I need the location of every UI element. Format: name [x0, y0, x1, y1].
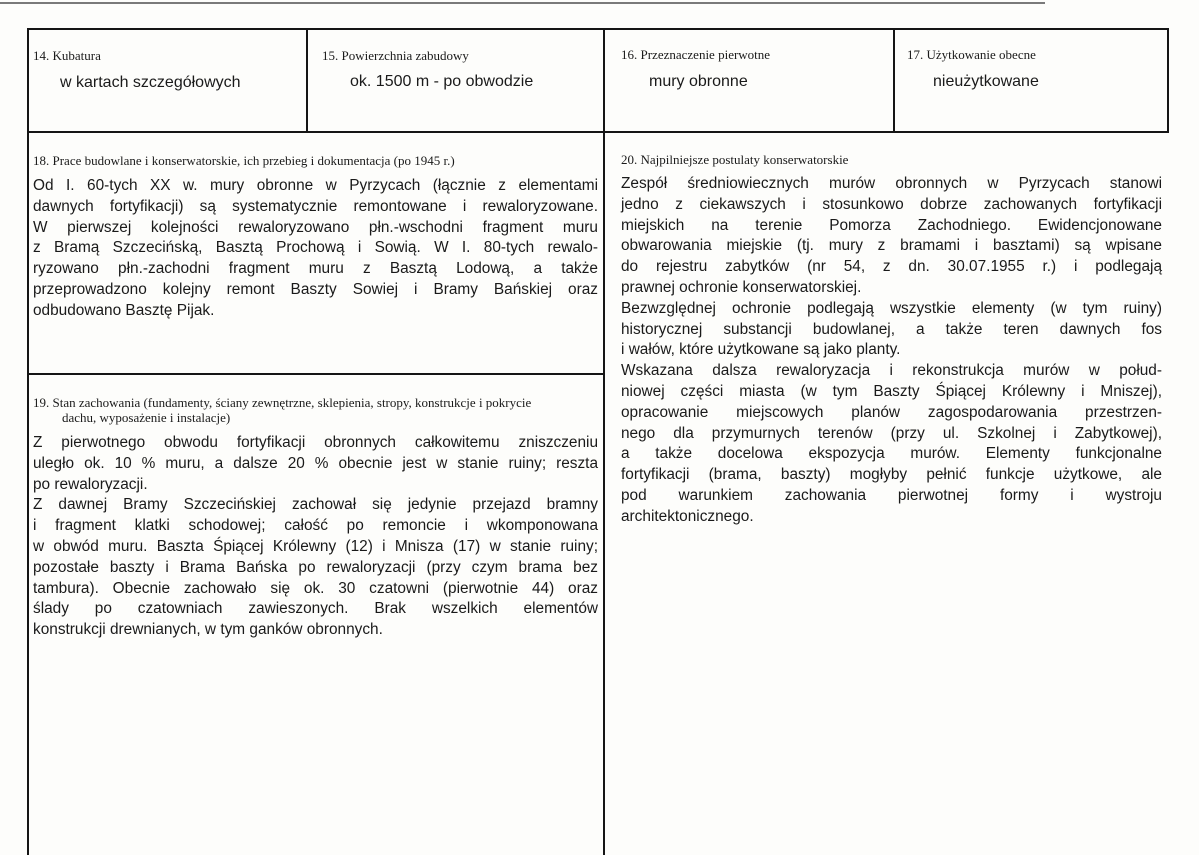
text-line: prawnej ochronie konserwatorskiej.	[621, 278, 862, 296]
grid-line-row1-bottom	[27, 131, 1169, 133]
field-17-value: nieużytkowane	[933, 73, 1039, 90]
text-line: do rejestru zabytków (nr 54, z dn. 30.07.1955 r.) i podlegają	[621, 258, 1162, 276]
text-line: architektonicznego.	[621, 507, 754, 525]
label-line: 19. Stan zachowania (fundamenty, ściany zewnętrzne, sklepienia, stropy, konstrukcje i pokrycie	[33, 395, 532, 410]
text-line: W pierwszej kolejności rewaloryzowano płn.-wschodni fragment muru	[33, 218, 598, 236]
grid-line-left	[27, 28, 29, 855]
text-line: po rewaloryzacji.	[33, 475, 148, 493]
text-line: odbudowano Basztę Pijak.	[33, 301, 215, 319]
grid-line-right	[1167, 28, 1169, 133]
text-line: konstrukcji drewnianych, w tym ganków obronnych.	[33, 621, 383, 639]
text-line: miejskich na terenie Pomorza Zachodniego. Ewidencjonowane	[621, 216, 1162, 234]
text-line: Zespół średniowiecznych murów obronnych w Pyrzycach stanowi	[621, 175, 1162, 192]
top-rule	[0, 2, 1045, 4]
label-line: dachu, wyposażenie i instalacje)	[62, 410, 231, 425]
text-line: fortyfikacji (brama, baszty) mogłyby pełnić funkcje użytkowe, ale	[621, 466, 1162, 484]
text-line: tambura). Obecnie zachowało się ok. 30 czatowni (pierwotnie 44) oraz	[33, 579, 598, 597]
text-line: pozostałe baszty i Brama Bańska po rewaloryzacji (przy czym brama bez	[33, 558, 598, 576]
text-line: Z pierwotnego obwodu fortyfikacji obronnych całkowitemu zniszczeniu	[33, 434, 598, 451]
text-line: niowej części miasta (w tym Baszty Śpiącej Królewny i Mniszej),	[621, 382, 1162, 400]
field-16-label: 16. Przeznaczenie pierwotne	[621, 47, 771, 62]
text-line: historycznej substancji budowlanej, a także teren dawnych fos	[621, 320, 1162, 338]
grid-line-section18-bottom	[27, 373, 604, 375]
text-line: nego dla przymurnych terenów (przy ul. Szkolnej i Zabytkowej),	[621, 424, 1162, 442]
text-line: ślady po czatowniach zawieszonych. Brak wszelkich elementów	[33, 600, 598, 618]
grid-line-col3	[893, 28, 895, 133]
text-line: opracowanie miejscowych planów zagospodarowania przestrzen-	[621, 403, 1162, 421]
text-line: dawnych fortyfikacji) są systematycznie remontowane i rewaloryzowane.	[33, 197, 598, 215]
text-line: w obwód muru. Baszta Śpiącej Królewny (12) i Mnisza (17) w stanie ruiny;	[33, 537, 598, 555]
text-line: uległo ok. 10 % muru, a dalsze 20 % obecnie jest w stanie ruiny; reszta	[33, 454, 598, 472]
text-line: Od I. 60-tych XX w. mury obronne w Pyrzycach (łącznie z elementami	[33, 177, 598, 194]
section-20-text	[621, 174, 1162, 528]
section-18-text	[33, 176, 598, 322]
grid-line-top	[27, 28, 1169, 30]
field-17-label: 17. Użytkowanie obecne	[907, 47, 1036, 62]
text-line: Bezwzględnej ochronie podlegają wszystkie elementy (w tym ruiny)	[621, 299, 1162, 317]
text-line: pod warunkiem zachowania pierwotnej formy i wystroju	[621, 486, 1162, 504]
field-14-value: w kartach szczegółowych	[60, 74, 241, 91]
text-line: obwarowania miejskie (tj. mury z bramami i basztami) są wpisane	[621, 237, 1162, 255]
section-20-label: 20. Najpilniejsze postulaty konserwatorskie	[621, 152, 849, 167]
section-18-label: 18. Prace budowlane i konserwatorskie, ich przebieg i dokumentacja (po 1945 r.)	[33, 153, 455, 168]
text-line: jedno z ciekawszych i stosunkowo dobrze zachowanych fortyfikacji	[621, 195, 1162, 213]
text-line: Wskazana dalsza rewaloryzacja i rekonstrukcja murów w połud-	[621, 362, 1162, 380]
field-15-label: 15. Powierzchnia zabudowy	[322, 48, 469, 63]
grid-line-center	[603, 28, 605, 855]
field-16-value: mury obronne	[649, 73, 748, 90]
text-line: i fragment klatki schodowej; całość po remoncie i wkomponowana	[33, 517, 598, 535]
section-19-label	[33, 395, 531, 425]
text-line: z Bramą Szczecińską, Basztą Prochową i Sowią. W I. 80-tych rewalo-	[33, 239, 598, 257]
field-15-value: ok. 1500 m - po obwodzie	[350, 73, 534, 90]
text-line: ryzowano płn.-zachodni fragment muru z Basztą Lodową, a także	[33, 260, 598, 278]
text-line: przeprowadzono kolejny remont Baszty Sowiej i Bramy Bańskiej oraz	[33, 280, 598, 298]
grid-line-col1	[306, 28, 308, 133]
text-line: i wałów, które użytkowane są jako planty.	[621, 341, 901, 359]
section-19-text	[33, 433, 598, 641]
field-14-label: 14. Kubatura	[33, 48, 101, 63]
text-line: Z dawnej Bramy Szczecińskiej zachował się jedynie przejazd bramny	[33, 496, 598, 514]
text-line: a także docelowa ekspozycja murów. Elementy funkcjonalne	[621, 445, 1162, 463]
